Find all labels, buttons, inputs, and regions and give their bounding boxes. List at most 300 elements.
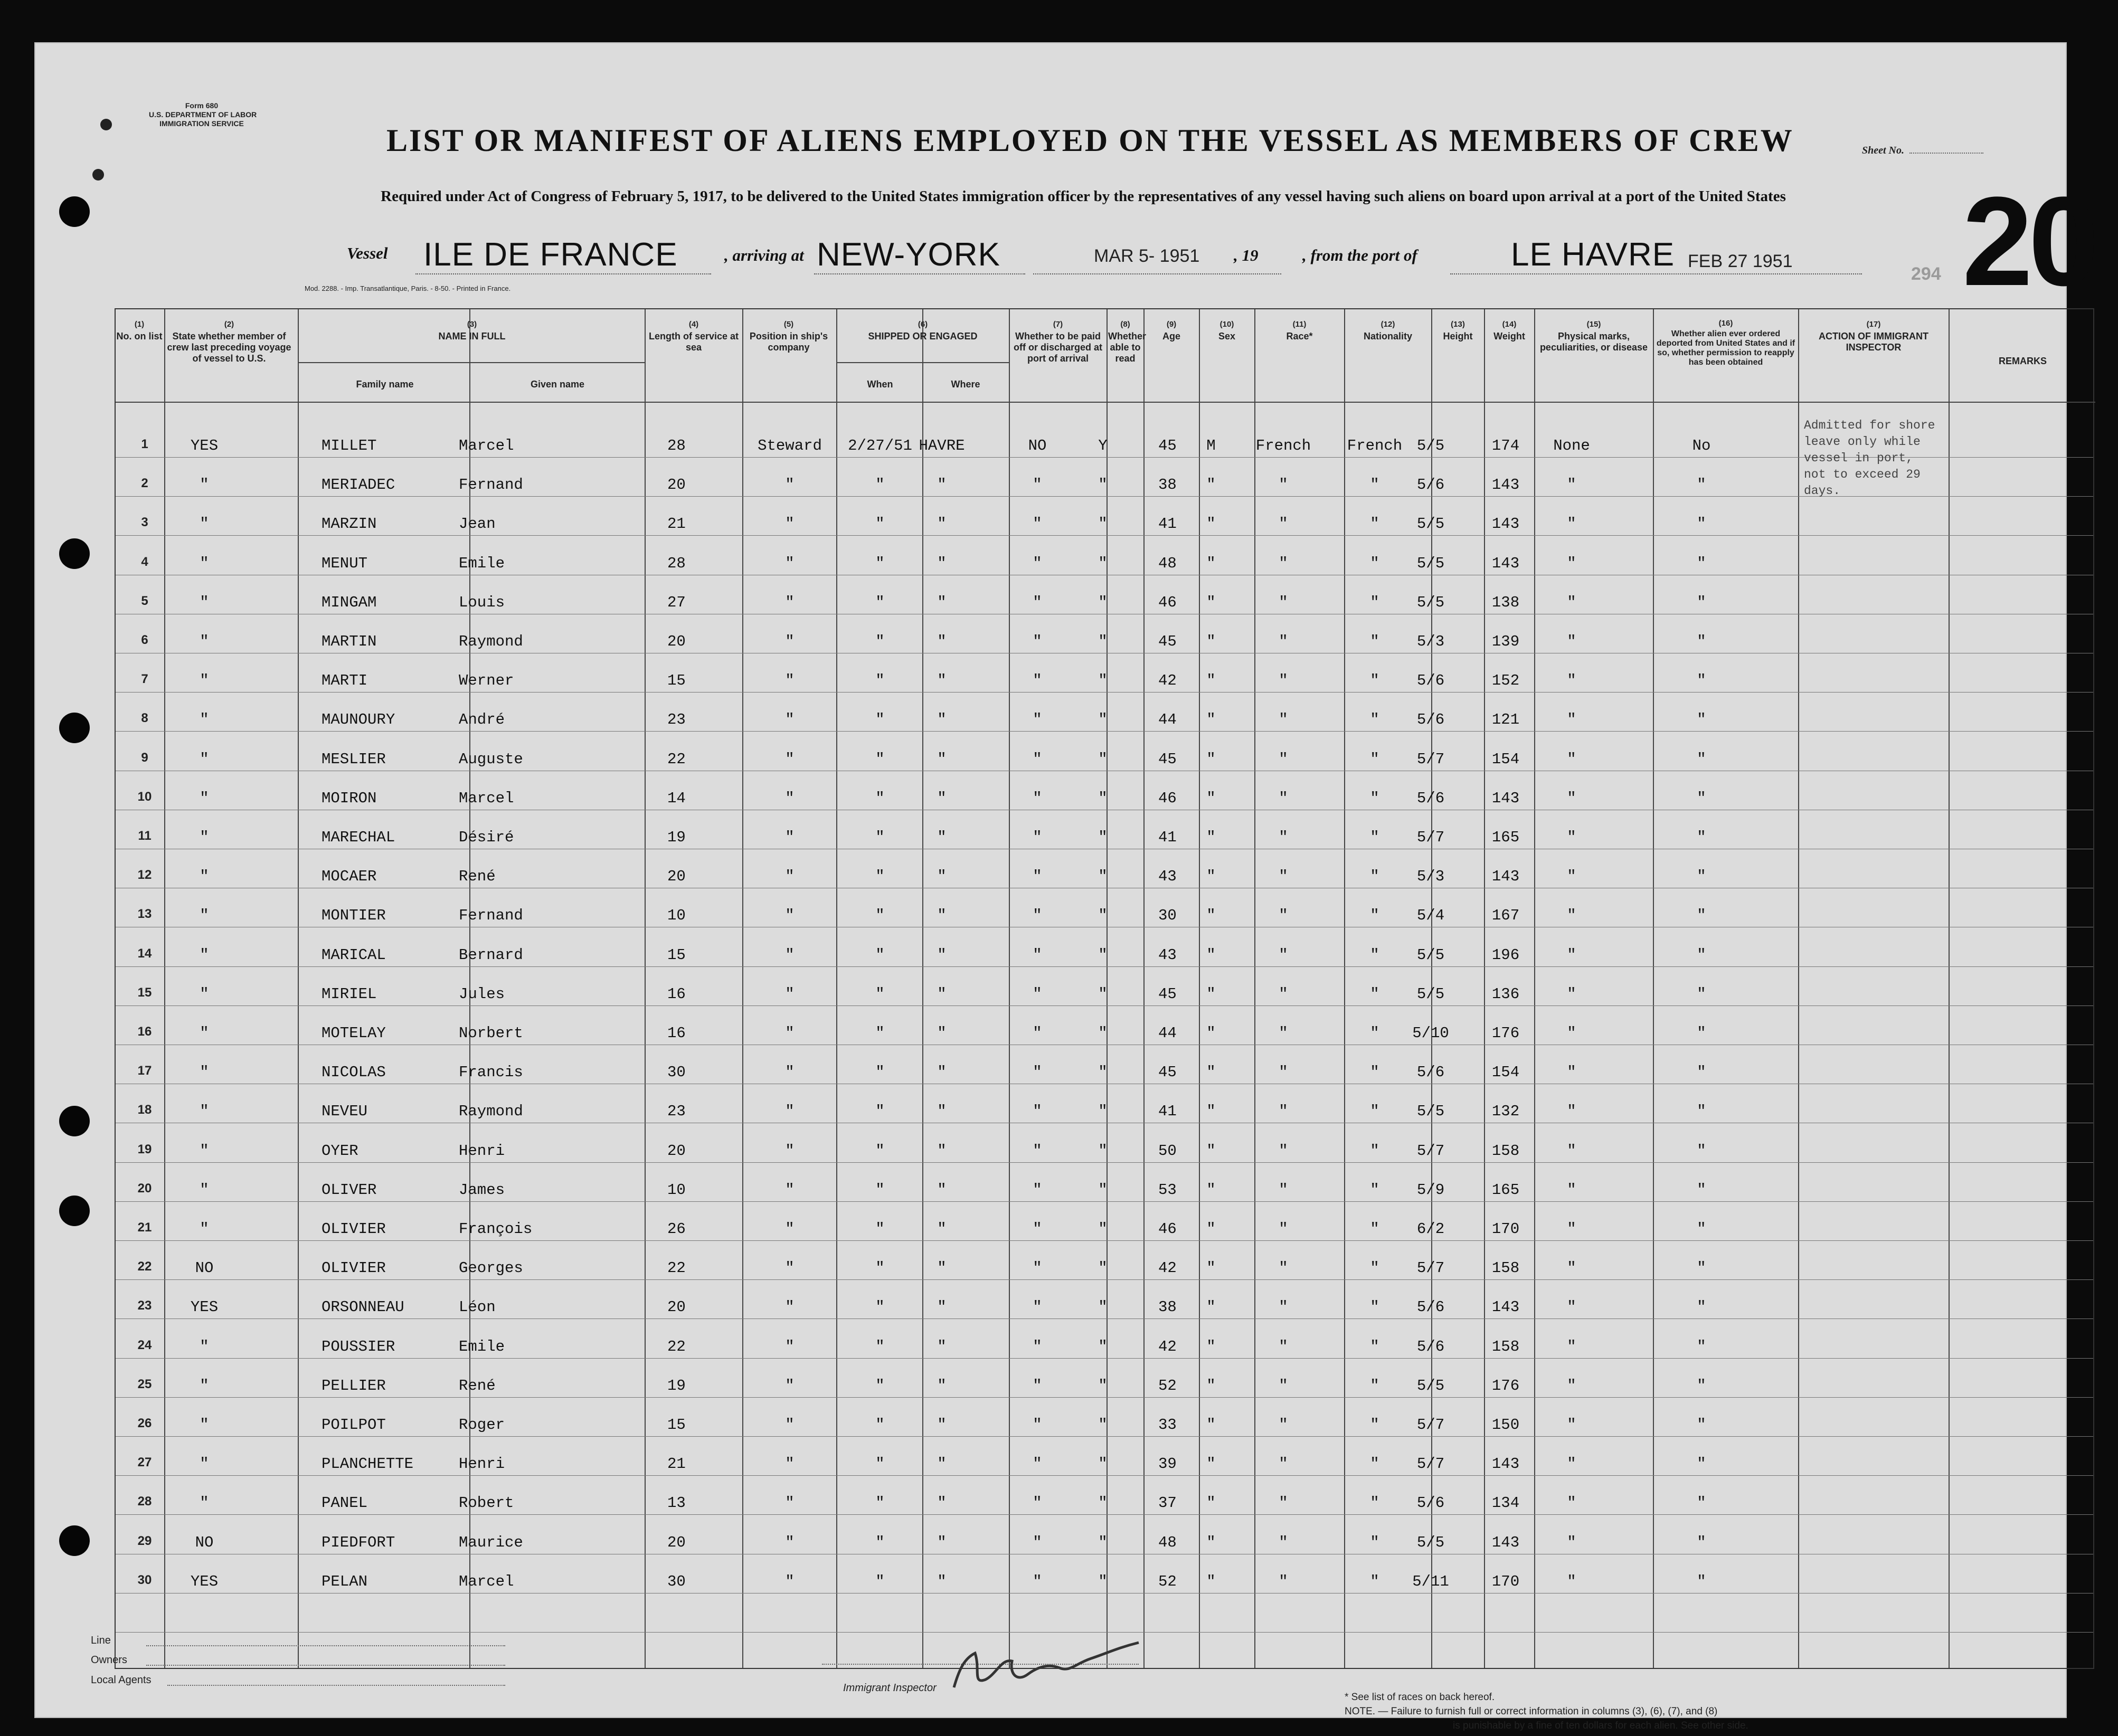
cell-given: François [459, 1220, 533, 1238]
cell-read: " [1098, 1494, 1108, 1512]
cell-service: 20 [667, 1142, 686, 1160]
cell-height: 5/6 [1416, 1494, 1445, 1512]
cell-marks: " [1567, 633, 1576, 650]
cell-height: 5/5 [1416, 515, 1445, 533]
cell-age: 46 [1158, 789, 1177, 807]
cell-deported: " [1697, 1024, 1706, 1042]
cell-deported: " [1697, 1377, 1706, 1395]
cell-service: 20 [667, 633, 686, 650]
cell-age: 41 [1158, 1103, 1177, 1121]
arriving-label: , arriving at [724, 246, 804, 264]
cell-position: " [785, 1337, 795, 1355]
cell-height: 5/7 [1416, 829, 1445, 846]
cell-when: 2/27/51 [848, 437, 912, 454]
cell-paid: " [1033, 515, 1042, 533]
cell-paid: " [1033, 1494, 1042, 1512]
cell-where: " [937, 1337, 947, 1355]
vessel-name: ILE DE FRANCE [423, 236, 678, 273]
cell-given: Jean [459, 515, 496, 533]
cell-no: 15 [137, 985, 152, 1000]
cell-nationality: " [1370, 593, 1379, 611]
cell-height: 6/2 [1416, 1220, 1445, 1238]
cell-read: " [1098, 476, 1108, 494]
cell-prev: YES [190, 437, 219, 454]
cell-paid: " [1033, 1455, 1042, 1473]
cell-no: 14 [137, 946, 152, 961]
cell-family: MOIRON [322, 789, 377, 807]
cell-service: 20 [667, 476, 686, 494]
cell-paid: " [1033, 946, 1042, 964]
cell-when: " [875, 1416, 885, 1434]
cell-where: " [937, 1494, 947, 1512]
row-rule [116, 1632, 2093, 1633]
header-given-name: Given name [530, 379, 585, 390]
cell-no: 25 [137, 1377, 152, 1391]
cell-position: " [785, 829, 795, 846]
column-rule [298, 309, 299, 1668]
cell-prev: " [200, 1377, 209, 1395]
binder-hole [59, 196, 90, 227]
cell-given: Robert [459, 1494, 514, 1512]
cell-deported: " [1697, 985, 1706, 1003]
cell-prev: " [200, 1142, 209, 1160]
cell-marks: " [1567, 868, 1576, 886]
cell-deported: " [1697, 789, 1706, 807]
cell-paid: " [1033, 1142, 1042, 1160]
cell-race: " [1279, 750, 1288, 768]
cell-sex: " [1206, 711, 1216, 729]
cell-marks: " [1567, 1103, 1576, 1121]
cell-paid: " [1033, 1377, 1042, 1395]
cell-service: 15 [667, 1416, 686, 1434]
cell-age: 46 [1158, 593, 1177, 611]
cell-race: " [1279, 711, 1288, 729]
cell-race: " [1279, 1024, 1288, 1042]
cell-service: 16 [667, 985, 686, 1003]
cell-family: POUSSIER [322, 1337, 395, 1355]
cell-height: 5/3 [1416, 868, 1445, 886]
cell-read: " [1098, 907, 1108, 925]
cell-age: 48 [1158, 1533, 1177, 1551]
cell-marks: " [1567, 476, 1576, 494]
cell-age: 53 [1158, 1181, 1177, 1199]
cell-deported: " [1697, 593, 1706, 611]
cell-where: " [937, 1220, 947, 1238]
cell-where: " [937, 1298, 947, 1316]
row-rule [116, 457, 2093, 458]
cell-marks: " [1567, 1494, 1576, 1512]
cell-no: 12 [137, 868, 152, 883]
cell-weight: 154 [1491, 750, 1520, 768]
cell-prev: NO [195, 1533, 214, 1551]
cell-position: " [785, 476, 795, 494]
cell-nationality: " [1370, 711, 1379, 729]
cell-position: " [785, 1064, 795, 1082]
cell-read: " [1098, 711, 1108, 729]
cell-sex: " [1206, 868, 1216, 886]
cell-nationality: " [1370, 985, 1379, 1003]
cell-age: 44 [1158, 711, 1177, 729]
manifest-sheet [34, 42, 2095, 1731]
cell-family: OLIVIER [322, 1220, 386, 1238]
cell-no: 26 [137, 1416, 152, 1430]
cell-when: " [875, 515, 885, 533]
cell-no: 21 [137, 1220, 152, 1235]
page-title: LIST OR MANIFEST OF ALIENS EMPLOYED ON THE VESSEL AS MEMBERS OF CREW [386, 123, 1794, 158]
cell-weight: 152 [1491, 672, 1520, 690]
cell-age: 41 [1158, 829, 1177, 846]
cell-nationality: French [1347, 437, 1403, 454]
cell-age: 43 [1158, 946, 1177, 964]
cell-age: 50 [1158, 1142, 1177, 1160]
cell-weight: 132 [1491, 1103, 1520, 1121]
cell-sex: " [1206, 1259, 1216, 1277]
cell-service: 23 [667, 1103, 686, 1121]
cell-deported: " [1697, 1103, 1706, 1121]
cell-sex: " [1206, 515, 1216, 533]
cell-marks: " [1567, 829, 1576, 846]
cell-when: " [875, 1220, 885, 1238]
header-weight: (14) Weight [1493, 320, 1525, 341]
cell-marks: " [1567, 1337, 1576, 1355]
cell-age: 45 [1158, 633, 1177, 650]
header-rule [116, 402, 2095, 403]
cell-read: " [1098, 985, 1108, 1003]
cell-deported: " [1697, 476, 1706, 494]
cell-sex: " [1206, 554, 1216, 572]
cell-sex: M [1206, 437, 1216, 454]
header-nationality: (12) Nationality [1363, 320, 1412, 341]
cell-sex: " [1206, 1024, 1216, 1042]
cell-nationality: " [1370, 750, 1379, 768]
cell-sex: " [1206, 946, 1216, 964]
cell-position: " [785, 1024, 795, 1042]
cell-no: 29 [137, 1533, 152, 1548]
sheet-number-field [1862, 145, 1983, 157]
cell-paid: " [1033, 829, 1042, 846]
cell-given: Francis [459, 1064, 523, 1082]
cell-when: " [875, 1533, 885, 1551]
cell-where: " [937, 868, 947, 886]
cell-family: MARECHAL [322, 829, 395, 846]
cell-nationality: " [1370, 1142, 1379, 1160]
cell-deported: " [1697, 711, 1706, 729]
cell-service: 10 [667, 1181, 686, 1199]
cell-prev: YES [190, 1572, 219, 1590]
binder-hole [59, 538, 90, 569]
cell-marks: " [1567, 672, 1576, 690]
cell-weight: 143 [1491, 1533, 1520, 1551]
cell-position: " [785, 554, 795, 572]
cell-prev: " [200, 750, 209, 768]
cell-race: French [1255, 437, 1311, 454]
cell-height: 5/7 [1416, 750, 1445, 768]
cell-height: 5/3 [1416, 633, 1445, 650]
cell-read: " [1098, 1416, 1108, 1434]
cell-position: " [785, 1142, 795, 1160]
cell-service: 13 [667, 1494, 686, 1512]
cell-race: " [1279, 593, 1288, 611]
cell-prev: " [200, 672, 209, 690]
cell-read: " [1098, 593, 1108, 611]
cell-position: " [785, 515, 795, 533]
cell-marks: " [1567, 907, 1576, 925]
cell-marks: " [1567, 554, 1576, 572]
cell-family: MONTIER [322, 907, 386, 925]
cell-no: 1 [141, 437, 148, 451]
cell-where: " [937, 554, 947, 572]
cell-paid: " [1033, 1572, 1042, 1590]
cell-weight: 143 [1491, 868, 1520, 886]
cell-given: Marcel [459, 1572, 514, 1590]
cell-sex: " [1206, 1455, 1216, 1473]
cell-marks: " [1567, 593, 1576, 611]
cell-when: " [875, 1064, 885, 1082]
cell-when: " [875, 750, 885, 768]
cell-given: Maurice [459, 1533, 523, 1551]
cell-weight: 154 [1491, 1064, 1520, 1082]
cell-family: ORSONNEAU [322, 1298, 404, 1316]
cell-height: 5/6 [1416, 1064, 1445, 1082]
header-inspector-action: (17) ACTION OF IMMIGRANT INSPECTOR [1819, 320, 1928, 353]
column-rule [164, 309, 165, 1668]
cell-given: Jules [459, 985, 505, 1003]
cell-sex: " [1206, 1181, 1216, 1199]
header-previous-voyage: (2) State whether member of crew last preceding voyage of vessel to U.S. [167, 320, 291, 364]
cell-given: René [459, 1377, 496, 1395]
cell-family: NICOLAS [322, 1064, 386, 1082]
header-name-in-full: (3) NAME IN FULL [438, 320, 506, 341]
cell-service: 20 [667, 1533, 686, 1551]
cell-marks: " [1567, 1572, 1576, 1590]
row-rule [116, 1162, 2093, 1163]
cell-when: " [875, 985, 885, 1003]
cell-marks: " [1567, 789, 1576, 807]
owners-label: Owners [91, 1654, 127, 1666]
cell-marks: " [1567, 1455, 1576, 1473]
cell-service: 21 [667, 515, 686, 533]
header-rule [836, 362, 1009, 363]
cell-where: " [937, 1455, 947, 1473]
cell-paid: " [1033, 633, 1042, 650]
cell-read: " [1098, 1103, 1108, 1121]
cell-paid: NO [1028, 437, 1047, 454]
cell-nationality: " [1370, 633, 1379, 650]
cell-where: " [937, 1103, 947, 1121]
inspector-signature [943, 1637, 1155, 1701]
cell-race: " [1279, 1142, 1288, 1160]
cell-given: Roger [459, 1416, 505, 1434]
cell-marks: None [1553, 437, 1590, 454]
binder-hole [59, 1196, 90, 1226]
cell-service: 20 [667, 868, 686, 886]
cell-race: " [1279, 1103, 1288, 1121]
cell-nationality: " [1370, 1533, 1379, 1551]
cell-sex: " [1206, 1337, 1216, 1355]
cell-read: " [1098, 750, 1108, 768]
note-line-2: is punishable by a fine of ten dollars for each alien. See other side. [1453, 1720, 1748, 1731]
cell-deported: " [1697, 1181, 1706, 1199]
cell-height: 5/9 [1416, 1181, 1445, 1199]
header-able-to-read: (8) Whether able to read [1108, 320, 1146, 364]
cell-deported: " [1697, 1298, 1706, 1316]
cell-where: " [937, 829, 947, 846]
cell-service: 30 [667, 1064, 686, 1082]
cell-paid: " [1033, 1181, 1042, 1199]
cell-read: " [1098, 1572, 1108, 1590]
cell-race: " [1279, 829, 1288, 846]
departure-date-stamp: FEB 27 1951 [1688, 251, 1793, 271]
cell-when: " [875, 907, 885, 925]
cell-sex: " [1206, 1142, 1216, 1160]
cell-given: Georges [459, 1259, 523, 1277]
cell-race: " [1279, 1533, 1288, 1551]
cell-read: " [1098, 946, 1108, 964]
cell-service: 14 [667, 789, 686, 807]
cell-height: 5/11 [1412, 1572, 1449, 1590]
cell-service: 20 [667, 1298, 686, 1316]
cell-height: 5/6 [1416, 711, 1445, 729]
cell-read: " [1098, 1220, 1108, 1238]
cell-age: 42 [1158, 1259, 1177, 1277]
cell-where: HAVRE [919, 437, 965, 454]
cell-deported: " [1697, 1337, 1706, 1355]
cell-position: " [785, 1259, 795, 1277]
cell-prev: " [200, 1337, 209, 1355]
cell-deported: " [1697, 907, 1706, 925]
binder-hole [59, 1106, 90, 1136]
cell-position: " [785, 985, 795, 1003]
cell-race: " [1279, 1181, 1288, 1199]
cell-nationality: " [1370, 1024, 1379, 1042]
cell-height: 5/5 [1416, 437, 1445, 454]
cell-race: " [1279, 1220, 1288, 1238]
cell-nationality: " [1370, 554, 1379, 572]
cell-paid: " [1033, 750, 1042, 768]
cell-height: 5/6 [1416, 789, 1445, 807]
cell-marks: " [1567, 1064, 1576, 1082]
cell-sex: " [1206, 1103, 1216, 1121]
cell-weight: 139 [1491, 633, 1520, 650]
cell-height: 5/5 [1416, 554, 1445, 572]
row-rule [116, 1397, 2093, 1398]
cell-race: " [1279, 1337, 1288, 1355]
cell-read: " [1098, 1024, 1108, 1042]
cell-prev: " [200, 829, 209, 846]
cell-nationality: " [1370, 907, 1379, 925]
cell-read: " [1098, 554, 1108, 572]
row-rule [116, 1436, 2093, 1437]
cell-family: OYER [322, 1142, 358, 1160]
cell-no: 2 [141, 476, 148, 491]
cell-read: " [1098, 672, 1108, 690]
cell-sex: " [1206, 907, 1216, 925]
cell-when: " [875, 1494, 885, 1512]
cell-height: 5/6 [1416, 1337, 1445, 1355]
cell-deported: " [1697, 1142, 1706, 1160]
from-port-label: , from the port of [1302, 246, 1417, 264]
cell-prev: " [200, 1181, 209, 1199]
cell-no: 24 [137, 1337, 152, 1352]
header-deported: (16) Whether alien ever ordered deported from United States and if so, whether permission to reapply has been obtained [1656, 319, 1795, 367]
cell-service: 19 [667, 1377, 686, 1395]
cell-where: " [937, 946, 947, 964]
binder-hole [92, 169, 104, 181]
cell-service: 15 [667, 672, 686, 690]
cell-paid: " [1033, 476, 1042, 494]
cell-deported: " [1697, 1455, 1706, 1473]
cell-weight: 158 [1491, 1259, 1520, 1277]
cell-deported: " [1697, 1416, 1706, 1434]
cell-marks: " [1567, 1024, 1576, 1042]
cell-where: " [937, 711, 947, 729]
cell-weight: 143 [1491, 1298, 1520, 1316]
header-no-on-list: (1) No. on list [116, 320, 163, 341]
cell-nationality: " [1370, 1103, 1379, 1121]
cell-position: " [785, 946, 795, 964]
cell-where: " [937, 1142, 947, 1160]
cell-weight: 138 [1491, 593, 1520, 611]
row-rule [116, 731, 2093, 732]
service-name: IMMIGRATION SERVICE [159, 119, 244, 128]
cell-marks: " [1567, 946, 1576, 964]
header-remarks: REMARKS [1998, 356, 2047, 366]
cell-nationality: " [1370, 1337, 1379, 1355]
cell-given: Henri [459, 1455, 505, 1473]
column-rule [1344, 309, 1345, 1668]
cell-paid: " [1033, 1103, 1042, 1121]
cell-marks: " [1567, 1416, 1576, 1434]
cell-no: 5 [141, 593, 148, 608]
cell-height: 5/6 [1416, 672, 1445, 690]
cell-read: " [1098, 1298, 1108, 1316]
cell-no: 17 [137, 1064, 152, 1078]
cell-family: PLANCHETTE [322, 1455, 414, 1473]
cell-prev: " [200, 1416, 209, 1434]
cell-weight: 165 [1491, 1181, 1520, 1199]
cell-height: 5/5 [1416, 593, 1445, 611]
note-line-1: NOTE. — Failure to furnish full or correct information in columns (3), (6), (7), and (8) [1345, 1706, 1718, 1717]
cell-deported: " [1697, 1259, 1706, 1277]
cell-deported: " [1697, 515, 1706, 533]
cell-position: " [785, 868, 795, 886]
cell-where: " [937, 1259, 947, 1277]
cell-where: " [937, 672, 947, 690]
cell-marks: " [1567, 1181, 1576, 1199]
cell-family: POILPOT [322, 1416, 386, 1434]
cell-age: 45 [1158, 750, 1177, 768]
cell-position: " [785, 1298, 795, 1316]
cell-paid: " [1033, 593, 1042, 611]
cell-where: " [937, 750, 947, 768]
cell-prev: " [200, 633, 209, 650]
cell-family: MARICAL [322, 946, 386, 964]
cell-paid: " [1033, 868, 1042, 886]
cell-height: 5/7 [1416, 1142, 1445, 1160]
cell-family: MARZIN [322, 515, 377, 533]
cell-service: 28 [667, 554, 686, 572]
cell-position: " [785, 633, 795, 650]
cell-age: 39 [1158, 1455, 1177, 1473]
cell-weight: 136 [1491, 985, 1520, 1003]
cell-read: " [1098, 1142, 1108, 1160]
arrival-port: NEW-YORK [817, 236, 1000, 273]
cell-no: 27 [137, 1455, 152, 1470]
cell-read: " [1098, 829, 1108, 846]
cell-where: " [937, 985, 947, 1003]
inspector-remarks: Admitted for shore leave only while vessel in port, not to exceed 29 days. [1804, 419, 1935, 498]
cell-where: " [937, 633, 947, 650]
